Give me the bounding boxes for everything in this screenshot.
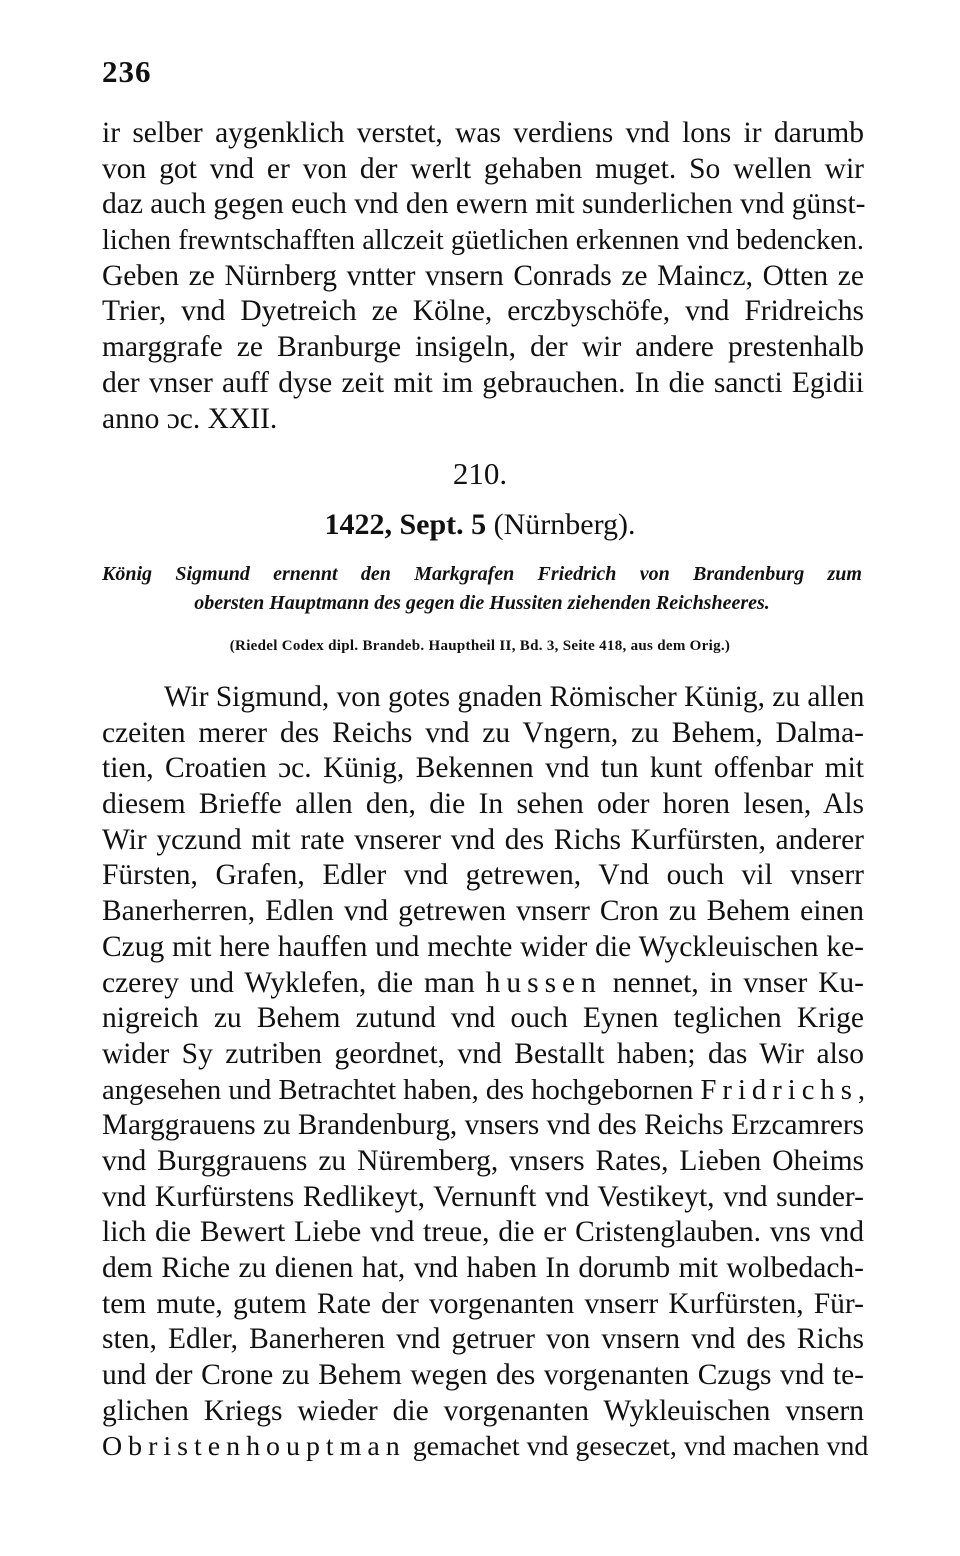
text-line: glichen Kriegs wieder die vorgenanten Wykleuischen vnsern bbox=[102, 1394, 864, 1427]
text-line: Banerherren, Edlen vnd getrewen vnserr Cron zu Behem einen bbox=[102, 895, 864, 928]
text-line: Wir yczund mit rate vnserer vnd des Richs Kurfürsten, anderer bbox=[102, 823, 864, 856]
text-line bbox=[102, 1073, 864, 1109]
text-segment: angesehen und Betrachtet haben, des hochgebornen bbox=[102, 1073, 701, 1106]
document-body bbox=[102, 680, 869, 1465]
text-line: von got vnd er von der werlt gehaben muget. So wellen wir bbox=[102, 152, 864, 185]
page-number: 236 bbox=[102, 54, 152, 89]
text-line: vnd Burggrauens zu Nüremberg, vnsers Rates, Lieben Oheims bbox=[102, 1144, 864, 1177]
spaced-name: Fridrichs bbox=[700, 1073, 858, 1106]
text-line bbox=[102, 1429, 869, 1465]
summary-line: König Sigmund ernennt den Markgrafen Friedrich von Brandenburg zum bbox=[102, 563, 862, 585]
text-line: der vnser auff dyse zeit mit im gebrauchen. In die sancti Egidii bbox=[102, 366, 864, 399]
document-place: (Nürnberg). bbox=[493, 508, 636, 541]
document-summary bbox=[102, 560, 862, 618]
text-line: sten, Edler, Banerheren vnd getruer von vnsern vnd des Richs bbox=[102, 1323, 864, 1356]
document-number: 210. bbox=[452, 456, 508, 491]
spaced-name: hussen bbox=[485, 966, 602, 999]
text-line: marggrafe ze Branburge insigeln, der wir andere prestenhalb bbox=[102, 331, 864, 364]
text-segment: nennet, in vnser Ku- bbox=[601, 966, 864, 999]
text-line: Geben ze Nürnberg vntter vnsern Conrads ze Maincz, Otten ze bbox=[102, 259, 864, 292]
spaced-title: Obristenhouptman bbox=[102, 1431, 406, 1463]
text-line: lich die Bewert Liebe vnd treue, die er Cristenglauben. vns vnd bbox=[102, 1216, 864, 1249]
document-date: 1422, Sept. 5 bbox=[324, 508, 487, 541]
text-line: und der Crone zu Behem wegen des vorgenanten Czugs vnd te- bbox=[102, 1359, 864, 1392]
document-date-heading bbox=[0, 506, 960, 544]
text-line: Wir Sigmund, von gotes gnaden Römischer Künig, zu allen bbox=[164, 681, 865, 713]
text-line: vnd Kurfürstens Redlikeyt, Vernunft vnd Vestikeyt, vnd sunder- bbox=[102, 1180, 864, 1213]
text-line: dem Riche zu dienen hat, vnd haben In dorumb mit wolbedach- bbox=[102, 1252, 864, 1284]
text-line: daz auch gegen euch vnd den ewern mit sunderlichen vnd günst- bbox=[102, 188, 866, 221]
text-line: Trier, vnd Dyetreich ze Kölne, erczbyschöfe, vnd Fridreichs bbox=[102, 295, 864, 328]
text-line: ir selber aygenklich verstet, was verdiens vnd lons ir darumb bbox=[102, 117, 864, 149]
text-line: diesem Brieffe allen den, die In sehen oder horen lesen, Als bbox=[102, 788, 864, 821]
text-line: czeiten merer des Reichs vnd zu Vngern, zu Behem, Dalma- bbox=[102, 716, 864, 749]
text-line: Fürsten, Grafen, Edler vnd getrewen, Vnd ouch vil vnserr bbox=[102, 859, 864, 892]
text-segment: , bbox=[857, 1073, 866, 1106]
text-line: wider Sy zutriben geordnet, vnd Bestallt haben; das Wir also bbox=[102, 1037, 864, 1070]
text-segment: gemachet vnd geseczet, vnd machen vnd bbox=[405, 1431, 869, 1463]
text-line: tien, Croatien ɔc. Künig, Bekennen vnd tun kunt offenbar mit bbox=[102, 752, 864, 785]
text-segment: czerey und Wyklefen, die man bbox=[102, 966, 486, 999]
text-line: Marggrauens zu Brandenburg, vnsers vnd des Reichs Erzcamrers bbox=[102, 1109, 864, 1142]
text-line: tem mute, gutem Rate der vorgenanten vnserr Kurfürsten, Für- bbox=[102, 1287, 864, 1320]
summary-line: obersten Hauptmann des gegen die Hussiten ziehenden Reichsheeres. bbox=[194, 592, 770, 614]
text-line: anno ɔc. XXII. bbox=[102, 402, 278, 435]
previous-document-ending bbox=[102, 116, 864, 437]
text-line bbox=[102, 966, 864, 1002]
source-citation: (Riedel Codex dipl. Brandeb. Hauptheil II, Bd. 3, Seite 418, aus dem Orig.) bbox=[229, 638, 731, 654]
text-line: nigreich zu Behem zutund vnd ouch Eynen teglichen Krige bbox=[102, 1002, 864, 1035]
text-line: Czug mit here hauffen und mechte wider die Wyckleuischen ke- bbox=[102, 930, 864, 963]
text-line: lichen frewntschafften allczeit güetlichen erkennen vnd bedencken. bbox=[102, 225, 864, 257]
